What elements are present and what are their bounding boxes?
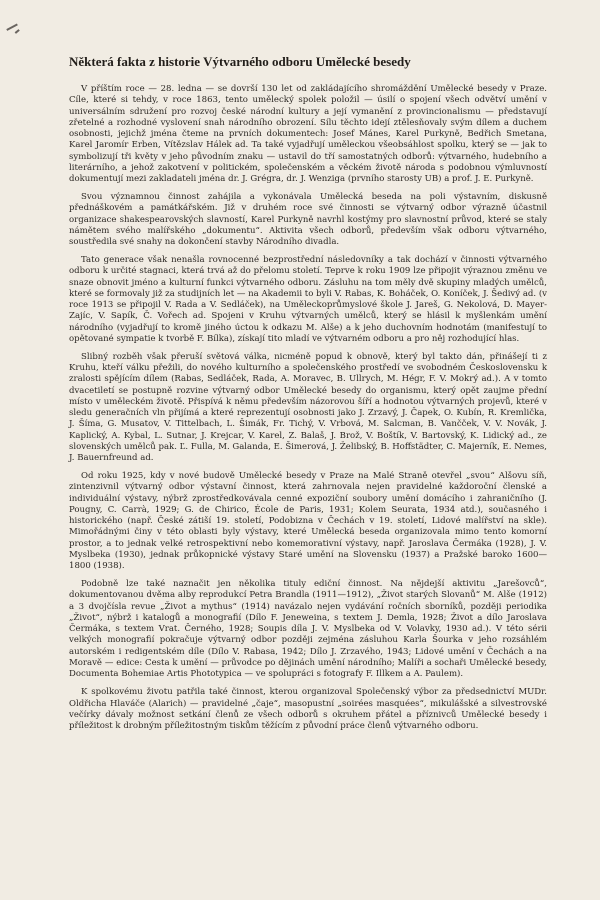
article-body [69, 84, 547, 732]
corner-pen-mark-2 [15, 29, 23, 37]
paragraph: Od roku 1925, kdy v nové budově Umělecké besedy v Praze na Malé Straně otevřel „svou“ Alšovu síň, zintenzivnil výtvarný odbor výstavní činnost, která zahrnovala nejen pravidelné každoroční členské a individuální výstavy, nýbrž zprostředkovávala cenné expoziční soubory umění domácího i zahraničního (J. Pougny, C. Carrà, 1929; G. de Chirico, École de Paris, 1931; Kolem Seurata, 1934 atd.), současného i historického (např. České zátiší 19. století, Podobizna v Čechách v 19. století, Lidové malířství na skle). Mimořádnými činy v této oblasti byly výstavy, které Umělecká beseda organizovala mimo tento komorní prostor, a to jednak velké retrospektivní nebo komemorativní výstavy, např. Jaroslava Čermáka (1928), J. V. Myslbeka (1930), jednak průkopnické výstavy Staré umění na Slovensku (1937) a Pražské baroko 1600—1800 (1938). [69, 471, 547, 572]
paragraph: V příštím roce — 28. ledna — se dovrší 130 let od zakládajícího shromáždění Umělecké besedy v Praze. Cíle, které si tehdy, v roce 1863, tento umělecký spolek položil — úsilí o spojení všech odvětví umění v universálním sdružení pro rozvoj české národní kultury a její vymanění z provincionalismu — představují zřetelné a rozhodné vyslovení snah národního obrození. Sílu těchto idejí ztělesňovaly svým dílem a duchem osobnosti, jejichž jména čteme na prvních dokumentech: Josef Mánes, Karel Purkyně, Bedřich Smetana, Karel Jaromír Erben, Vítězslav Hálek ad. Ta také vyjadřují uměleckou všeobsáhlost spolku, který se — jak to symbolizují tři květy v jeho původním znaku — ustavil do tří samostatných odborů: výtvarného, hudebního a literárního, a jehož zakotvení v politickém, společenském a věckém životě národa s podobnou výmluvností dokumentují mezi zakladateli jména dr. J. Grégra, dr. J. Wenziga (prvního starosty UB) a prof. J. E. Purkyně. [69, 84, 547, 184]
paragraph: K spolkovému životu patřila také činnost, kterou organizoval Společenský výbor za předsednictví MUDr. Oldřicha Hlaváče (Alarich) — pravidelné „čaje“, masopustní „soirées masquées“, mikulášské a silvestrovské večírky dávaly možnost setkání členů ze všech odborů s okruhem přátel a příznivců Umělecké besedy i příležitost k drobným příležitostným tiskům těžícím z původní práce členů výtvarného odboru. [69, 687, 547, 732]
paragraph: Slibný rozběh však přeruší světová válka, nicméně popud k obnově, který byl takto dán, přinášejí ti z Kruhu, kteří válku přežili, do nového kulturního a společenského prostředí ve svobodném Československu k zralosti spějícím dílem (Rabas, Sedláček, Rada, A. Moravec, B. Ullrych, M. Hégr, F. V. Mokrý ad.). A v tomto dvacetiletí se postupně rozvine výtvarný odbor Umělecké besedy do organismu, který opět zaujme přední místo v uměleckém životě. Přispívá k němu především názorovou šíří a hodnotou výtvarných projevů, které v sledu generačních vln přijímá a které reprezentují osobnosti jako J. Zrzavý, J. Čapek, O. Kubín, R. Kremlička, J. Šíma, G. Musatov, V. Tittelbach, L. Šimák, Fr. Tichý, V. Vrbová, M. Salcman, B. Vančček, V. V. Novák, J. Kaplický, A. Kybal, L. Sutnar, J. Krejcar, V. Karel, Z. Balaš, J. Brož, V. Boštík, V. Bartovský, K. Lidický ad., ze slovenských umělců pak. Ľ. Fulla, M. Galanda, E. Šimerová, J. Želibský, B. Hoffstädter, C. Majerník, E. Nemes, J. Bauernfreund ad. [69, 351, 547, 464]
article-title: Některá fakta z historie Výtvarného odboru Umělecké besedy [69, 54, 411, 69]
paragraph: Tato generace však nenašla rovnocenné bezprostřední následovníky a tak dochází v činnosti výtvarného odboru k určité stagnaci, která trvá až do přelomu století. Teprve k roku 1909 lze připojit výraznou změnu ve snaze obnovit jméno a kulturní funkci výtvarného odboru. Zásluhu na tom měly dvě skupiny mladých umělců, které se formovaly již za studijních let — na Akademii to byli V. Rabas, K. Boháček, O. Koníček, J. Šedivý ad. (v roce 1913 se připojil V. Rada a V. Sedláček), na Uměleckoprůmyslové škole J. Jareš, G. Nekolová, D. Mayer-Zajíc, V. Sapík, Č. Vořech ad. Spojeni v Kruhu výtvarných umělců, který se hlásil k myšlenkám umění národního (vyjadřují to kromě jiného úctou k odkazu M. Alše) a k jeho duchovním hodnotám (manifestují to opětované sympatie k tvorbě F. Bílka), získají tito mladí ve výtvarném odboru a pro něj rozhodující hlas. [69, 255, 547, 344]
paragraph: Svou významnou činnost zahájila a vykonávala Umělecká beseda na poli výstavním, diskusně přednáškovém a památkářském. Již v druhém roce své činnosti se výtvarný odbor výrazně účastnil organizace shakespearovských slavností, Karel Purkyně navrhl kostýmy pro slavnostní průvod, které se staly námětem svého malířského „dokumentu“. Aktivita všech odborů, především však odboru výtvarného, soustředila své snahy na dokončení stavby Národního divadla. [69, 192, 547, 248]
paragraph: Podobně lze také naznačit jen několika tituly ediční činnost. Na nějdejší aktivitu „Jarešovců“, dokumentovanou dvěma alby reprodukcí Petra Brandla (1911—1912), „Život starých Slovanů“ M. Alše (1912) a 3 dvojčísla revue „Život a mythus“ (1914) navázalo nejen vydávání ročních sborníků, později periodika „Život“, nýbrž i katalogů a monografií (Dílo F. Jeneweina, s textem J. Demla, 1928; Život a dílo Jaroslava Čermáka, s textem Vrat. Černého, 1928; Soupis díla J. V. Myslbeka od V. Volavky, 1930 ad.). V této sérii velkých monografií pokračuje výtvarný odbor později zejména zásluhou Karla Šourka v jeho rozsáhlém autorském i redigentském díle (Dílo V. Rabasa, 1942; Dílo J. Zrzavého, 1943; Lidové umění v Čechách a na Moravě — edice: Cesta k umění — průvodce po dějinách umění národního; Malíři a sochaři Umělecké besedy, Documenta Bohemiae Artis Phototypica — ve spolupráci s fotografy F. Illkem a A. Paulem). [69, 579, 547, 680]
